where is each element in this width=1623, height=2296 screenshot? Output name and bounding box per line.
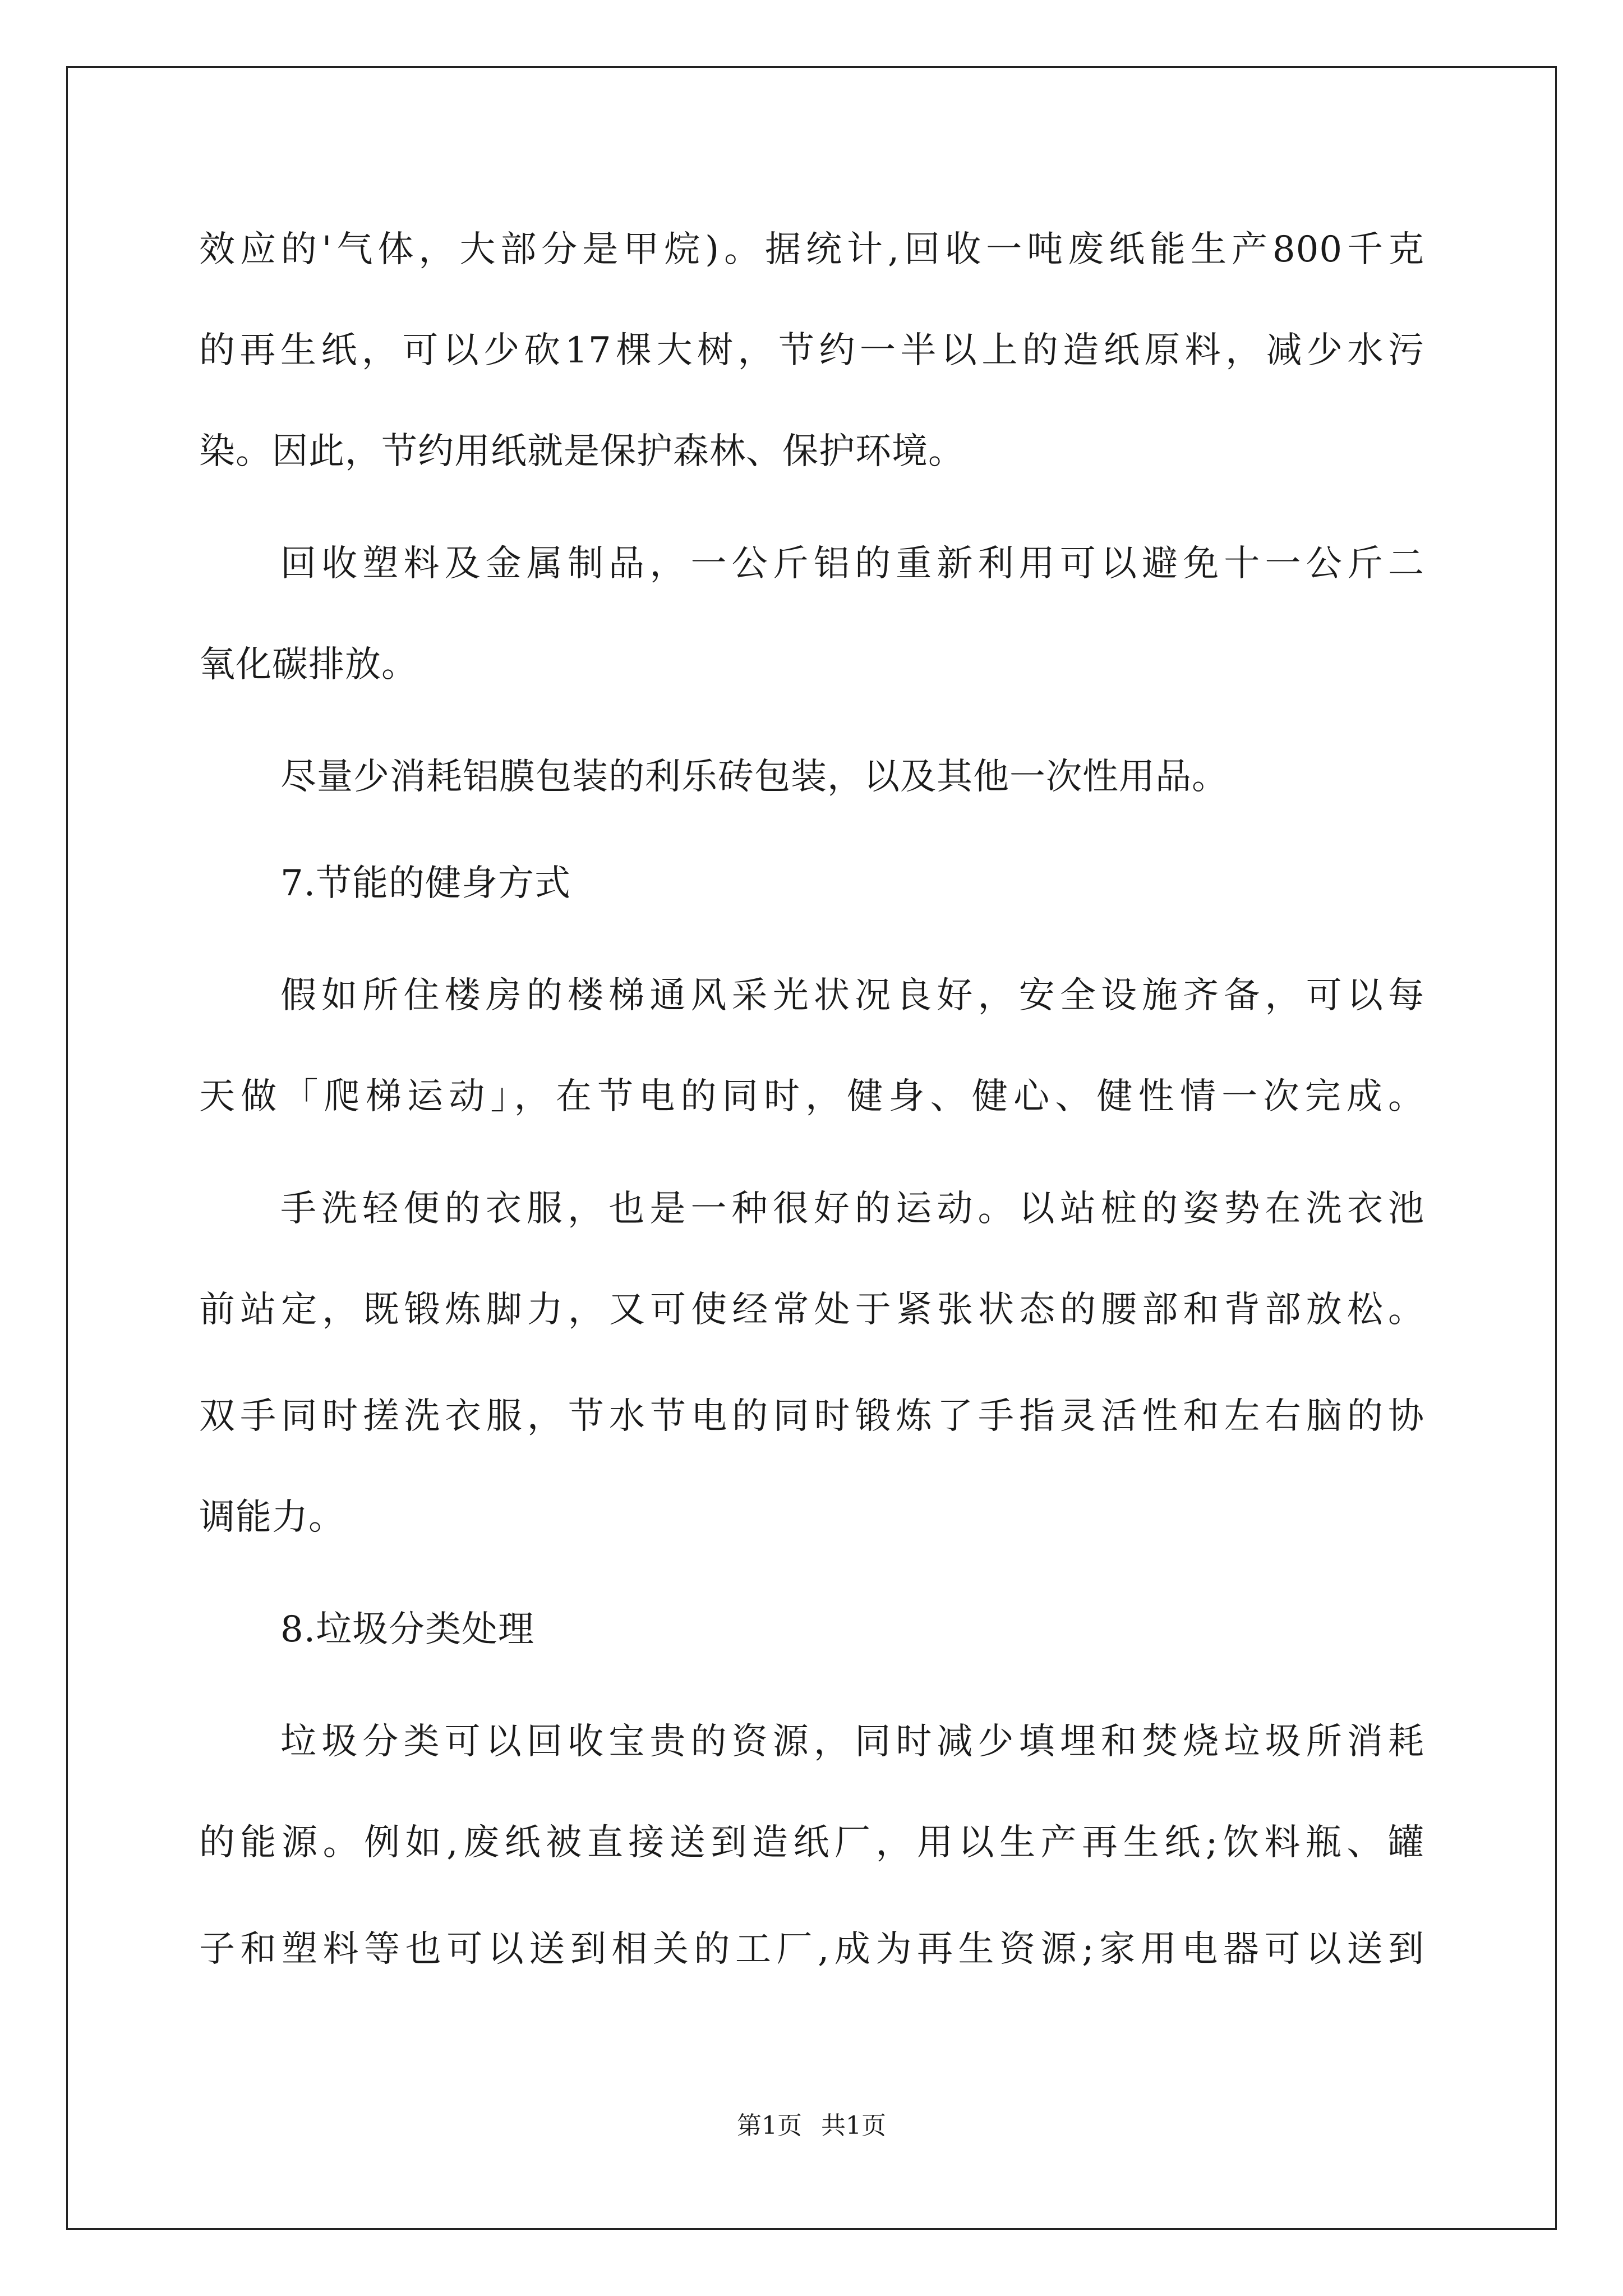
- page-total: 共1页: [821, 2111, 886, 2140]
- text-line-17: 子和塑料等也可以送到相关的工厂,成为再生资源;家用电器可以送到: [199, 1929, 1424, 1970]
- text-line-1: 效应的'气体，大部分是甲烷)。据统计,回收一吨废纸能生产800千克: [199, 229, 1424, 270]
- page-border: [66, 66, 1557, 2230]
- text-line-5: 氧化碳排放。: [199, 644, 418, 685]
- text-line-2: 的再生纸，可以少砍17棵大树，节约一半以上的造纸原料，减少水污: [199, 330, 1424, 371]
- section-heading-8: 8.垃圾分类处理: [280, 1609, 535, 1650]
- page-footer: [0, 2109, 1623, 2143]
- text-line-8: 假如所住楼房的楼梯通风采光状况良好，安全设施齐备，可以每: [280, 975, 1424, 1016]
- text-line-6: 尽量少消耗铝膜包装的利乐砖包装，以及其他一次性用品。: [280, 756, 1228, 798]
- text-line-13: 调能力。: [199, 1497, 345, 1538]
- text-line-16: 的能源。例如,废纸被直接送到造纸厂，用以生产再生纸;饮料瓶、罐: [199, 1822, 1424, 1864]
- text-line-4: 回收塑料及金属制品，一公斤铝的重新利用可以避免十一公斤二: [280, 543, 1424, 585]
- page-current: 第1页: [737, 2111, 802, 2140]
- text-line-11: 前站定，既锻炼脚力，又可使经常处于紧张状态的腰部和背部放松。: [199, 1289, 1424, 1331]
- section-heading-7: 7.节能的健身方式: [280, 863, 571, 904]
- text-line-12: 双手同时搓洗衣服，节水节电的同时锻炼了手指灵活性和左右脑的协: [199, 1396, 1424, 1437]
- text-line-9: 天做「爬梯运动」，在节电的同时，健身、健心、健性情一次完成。: [199, 1076, 1424, 1117]
- text-line-15: 垃圾分类可以回收宝贵的资源，同时减少填埋和焚烧垃圾所消耗: [280, 1721, 1424, 1763]
- text-line-10: 手洗轻便的衣服，也是一种很好的运动。以站桩的姿势在洗衣池: [280, 1188, 1424, 1230]
- text-line-3: 染。因此，节约用纸就是保护森林、保护环境。: [199, 431, 965, 472]
